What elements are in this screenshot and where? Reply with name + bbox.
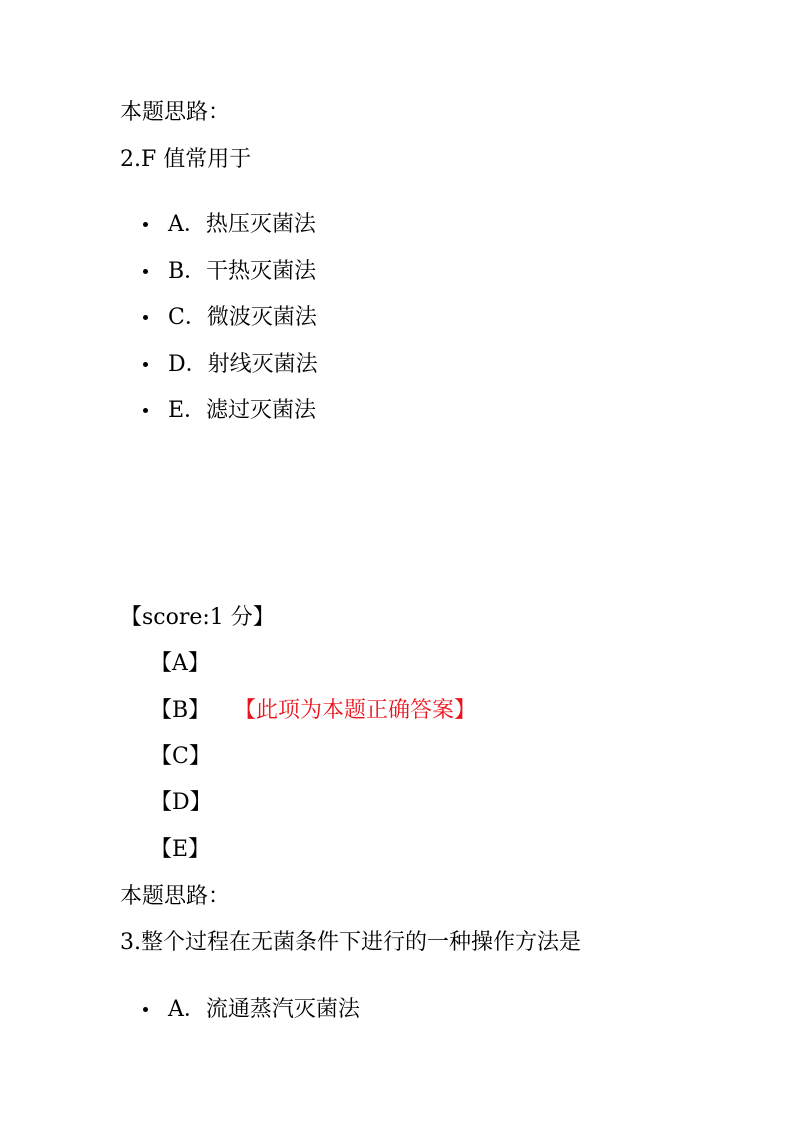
correct-answer-note: 【此项为本题正确答案】 <box>234 698 477 723</box>
q2-answer-d: 【D】 <box>150 790 212 815</box>
option-label: C．微波灭菌法 <box>168 305 317 330</box>
bullet-icon <box>143 1007 148 1012</box>
q3-stem: 3.整个过程在无菌条件下进行的一种操作方法是 <box>120 930 581 955</box>
q2-answer-a: 【A】 <box>150 651 210 676</box>
q2-answer-b: 【B】 <box>150 698 211 723</box>
q2-score: 【score:1 分】 <box>120 605 275 630</box>
bullet-icon <box>143 269 148 274</box>
option-label: A．流通蒸汽灭菌法 <box>168 997 360 1022</box>
option-label: E．滤过灭菌法 <box>168 398 317 423</box>
bullet-icon <box>143 362 148 367</box>
option-label: D．射线灭菌法 <box>168 352 318 377</box>
q2-option-c <box>143 303 317 333</box>
q2-option-d <box>143 350 318 380</box>
bullet-icon <box>143 408 148 413</box>
q2-thinking-label: 本题思路： <box>120 884 231 909</box>
option-label: A．热压灭菌法 <box>168 212 316 237</box>
q2-option-a <box>143 210 316 240</box>
q2-stem: 2.F 值常用于 <box>120 147 252 172</box>
option-label: B．干热灭菌法 <box>168 259 317 284</box>
q3-option-a <box>143 995 360 1025</box>
q1-thinking-label: 本题思路： <box>120 100 231 125</box>
q2-answer-e: 【E】 <box>150 837 211 862</box>
q2-option-b <box>143 257 316 287</box>
q2-option-e <box>143 396 316 426</box>
bullet-icon <box>143 315 148 320</box>
bullet-icon <box>143 222 148 227</box>
q2-answer-b-row <box>150 696 550 726</box>
q2-answer-c: 【C】 <box>150 744 211 769</box>
